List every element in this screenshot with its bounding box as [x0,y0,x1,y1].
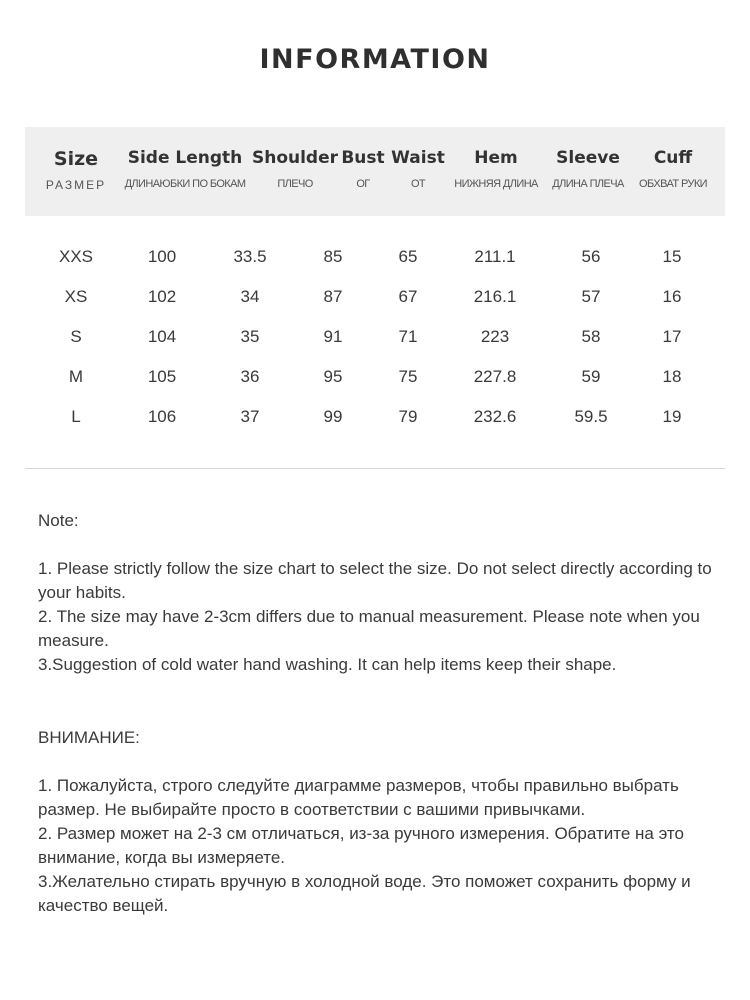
note-heading: ВНИМАНИЕ: [38,728,140,747]
column-label-en: Hem [474,148,518,168]
side-length-cell: 106 [147,407,177,426]
cuff-cell: 17 [662,327,682,346]
waist-cell: 79 [398,407,418,426]
note-english [38,509,718,677]
table-row [0,247,750,271]
hem-cell: 227.8 [473,367,517,386]
bust-cell: 87 [323,287,343,306]
spacer [38,750,718,774]
column-label-ru: ОТ [410,178,426,190]
note-item: 1. Пожалуйста, строго следуйте диаграмме размеров, чтобы правильно выбрать размер. Не выбирайте просто в соответствии с вашими привычками. [38,776,679,819]
bust-cell: 99 [323,407,343,426]
size-cell: XXS [58,247,94,266]
note-item: 3.Suggestion of cold water hand washing. It can help items keep their shape. [38,655,617,674]
table-row [0,367,750,391]
sleeve-cell: 57 [581,287,601,306]
column-label-en: Shoulder [251,148,339,168]
shoulder-cell: 33.5 [233,247,267,266]
hem-cell: 232.6 [473,407,517,426]
hem-cell: 211.1 [474,247,516,266]
size-cell: M [68,367,84,386]
cuff-cell: 18 [662,367,682,386]
size-cell: S [70,327,82,346]
column-label-en: Side Length [127,148,243,168]
cuff-cell: 15 [662,247,682,266]
cuff-cell: 19 [662,407,682,426]
shoulder-cell: 37 [240,407,260,426]
note-item: 3.Желательно стирать вручную в холодной воде. Это поможет сохранить форму и качество вещей. [38,872,691,915]
column-label-en: Size [53,148,99,170]
bust-cell: 91 [323,327,343,346]
shoulder-cell: 34 [240,287,260,306]
column-label-ru: ДЛИНА ПЛЕЧА [552,178,624,190]
side-length-cell: 102 [147,287,177,306]
waist-cell: 65 [398,247,418,266]
column-label-ru: ДЛИНАЮБКИ ПО БОКАМ [124,178,246,190]
bust-cell: 95 [323,367,343,386]
column-label-en: Bust [341,148,385,168]
spacer [38,533,718,557]
waist-cell: 71 [398,327,418,346]
table-row [0,287,750,311]
column-label-ru: НИЖНЯЯ ДЛИНА [454,178,538,190]
waist-cell: 75 [398,367,418,386]
note-item: 2. Размер может на 2-3 см отличаться, из-за ручного измерения. Обратите на это внимание, когда вы измеряете. [38,824,684,867]
column-label-en: Cuff [653,148,693,168]
size-cell: L [71,407,81,426]
column-label-ru: ОБХВАТ РУКИ [639,178,707,190]
column-label-ru: РАЗМЕР [45,178,107,192]
column-label-ru: ПЛЕЧО [277,178,313,190]
column-label-en: Waist [391,148,445,168]
section-divider [25,468,725,469]
hem-cell: 223 [480,327,510,346]
sleeve-cell: 58 [581,327,601,346]
size-cell: XS [64,287,88,306]
note-heading: Note: [38,511,79,530]
side-length-cell: 100 [147,247,177,266]
note-russian [38,726,718,918]
sleeve-cell: 59 [581,367,601,386]
note-item: 1. Please strictly follow the size chart to select the size. Do not select directly according to your habits. [38,559,712,602]
sleeve-cell: 56 [581,247,601,266]
column-label-en: Sleeve [556,148,620,168]
page-title: INFORMATION [259,44,491,75]
size-table-header [25,127,725,216]
waist-cell: 67 [398,287,418,306]
side-length-cell: 105 [147,367,177,386]
shoulder-cell: 35 [240,327,260,346]
bust-cell: 85 [323,247,343,266]
column-label-ru: ОГ [356,178,370,190]
hem-cell: 216.1 [473,287,517,306]
sleeve-cell: 59.5 [574,407,608,426]
table-row [0,327,750,351]
cuff-cell: 16 [662,287,682,306]
note-item: 2. The size may have 2-3cm differs due to manual measurement. Please note when you measure. [38,607,700,650]
side-length-cell: 104 [147,327,177,346]
table-row [0,407,750,431]
shoulder-cell: 36 [240,367,260,386]
